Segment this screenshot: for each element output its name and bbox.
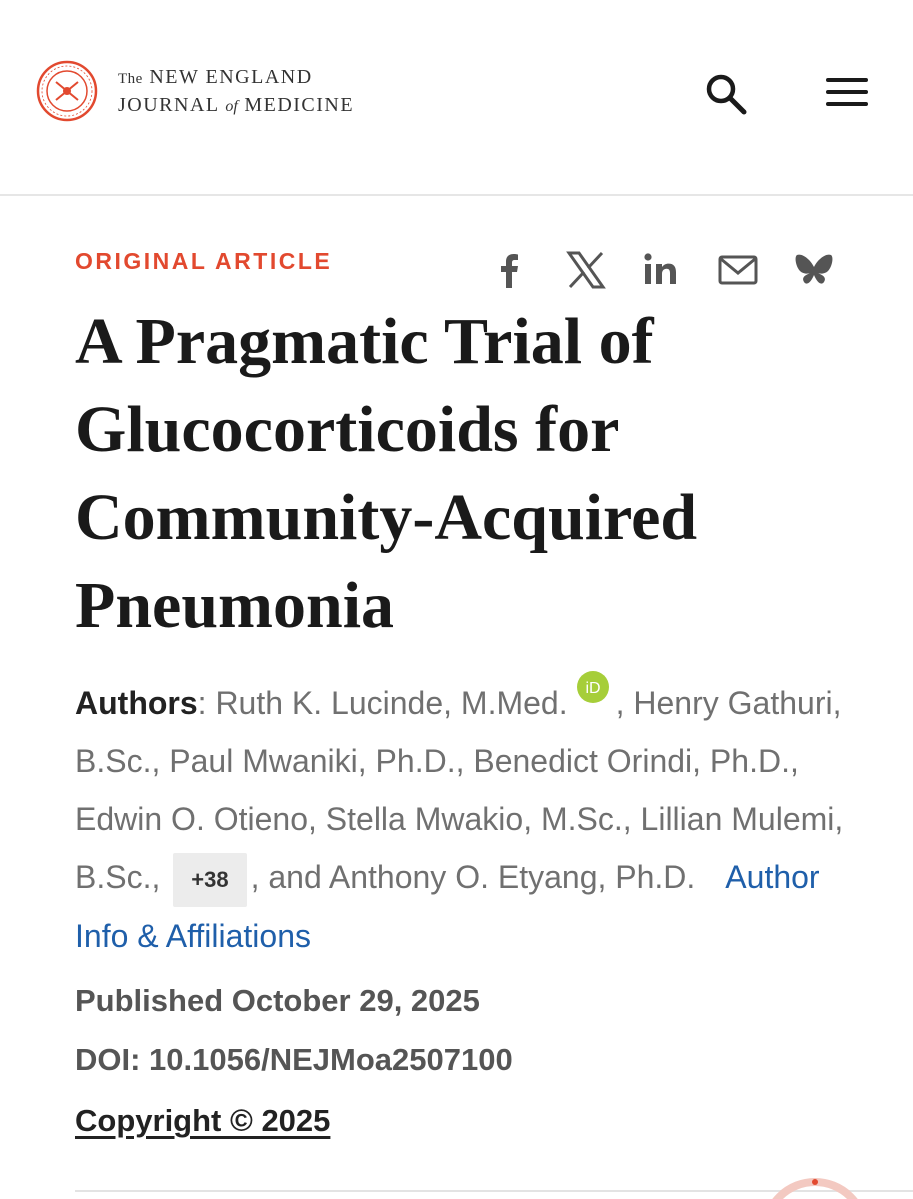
nejm-seal-icon[interactable] [36, 60, 98, 122]
bluesky-icon[interactable] [792, 248, 836, 292]
author-list [75, 670, 865, 965]
author-affiliations-link[interactable]: Author Info & Affiliations [75, 859, 820, 954]
share-bar [488, 248, 838, 292]
x-icon[interactable] [564, 248, 608, 292]
more-authors-button[interactable]: +38 [173, 853, 246, 907]
doi-text[interactable]: DOI: 10.1056/NEJMoa2507100 [75, 1042, 513, 1077]
masthead-journal: JOURNAL [118, 94, 219, 116]
article-title: A Pragmatic Trial of Glucocorticoids for Community-Acquired Pneumonia [75, 305, 698, 642]
authors-separator: : [197, 685, 216, 721]
copyright-link[interactable]: Copyright © 2025 [75, 1103, 331, 1138]
email-icon[interactable] [716, 248, 760, 292]
site-header [0, 0, 913, 196]
hamburger-menu-icon[interactable] [822, 72, 872, 112]
masthead-the: The [118, 71, 143, 87]
orcid-icon[interactable] [576, 670, 610, 704]
article-type-label[interactable]: ORIGINAL ARTICLE [75, 248, 333, 274]
author-list-middle[interactable]: , Henry Gathuri, B.Sc., Paul Mwaniki, Ph.D., Benedict Orindi, Ph.D., Edwin O. Otieno, Stella Mwakio, M.Sc., Lillian Mulemi, B.Sc., [75, 685, 844, 895]
search-icon[interactable] [700, 68, 750, 118]
masthead-line1: NEW ENGLAND [149, 66, 313, 88]
masthead-of: of [225, 98, 238, 115]
linkedin-icon[interactable] [640, 248, 684, 292]
svg-text:iD: iD [585, 680, 601, 697]
facebook-icon[interactable] [488, 248, 532, 292]
published-date: Published October 29, 2025 [75, 983, 480, 1018]
masthead-medicine: MEDICINE [244, 94, 355, 116]
loading-spinner-icon [760, 1172, 870, 1199]
author-list-last[interactable]: , and Anthony O. Etyang, Ph.D. [250, 859, 696, 895]
authors-label: Authors [75, 685, 198, 721]
journal-masthead[interactable] [118, 64, 354, 120]
author-link[interactable]: Ruth K. Lucinde, M.Med. [215, 685, 568, 721]
